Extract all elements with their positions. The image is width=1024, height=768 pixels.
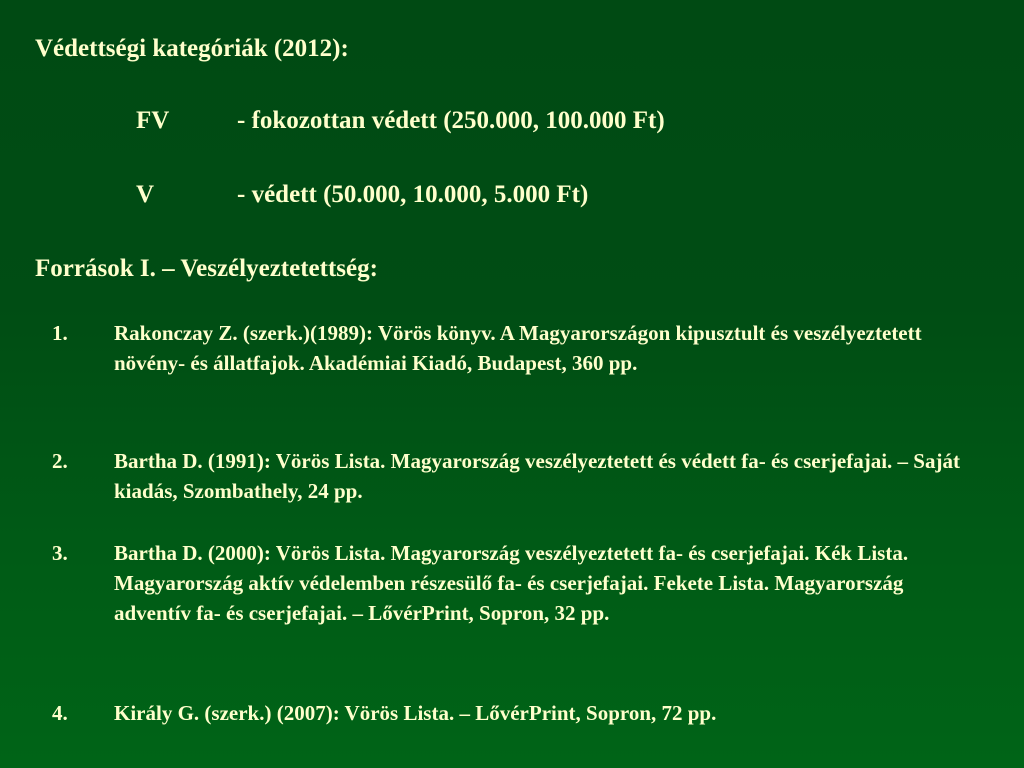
reference-text: Bartha D. (2000): Vörös Lista. Magyarország veszélyeztetett fa- és cserjefajai. Kék Lista. Magyarország aktív védelemben részesülő fa- és cserjefajai. Fekete Lista. Magyarország adventív fa- és cserjefajai. – LővérPrint, Sopron, 32 pp. bbox=[114, 541, 909, 625]
sources-heading: Források I. – Veszélyeztetettség: bbox=[35, 255, 378, 282]
reference-text: Rakonczay Z. (szerk.)(1989): Vörös könyv. A Magyarországon kipusztult és veszélyeztetett növény- és állatfajok. Akadémiai Kiadó, Budapest, 360 pp. bbox=[114, 321, 922, 375]
category-description: - védett (50.000, 10.000, 5.000 Ft) bbox=[237, 181, 589, 208]
category-code: V bbox=[136, 181, 155, 208]
category-description: - fokozottan védett (250.000, 100.000 Ft) bbox=[237, 107, 665, 134]
reference-number: 4. bbox=[52, 701, 68, 725]
reference-number: 3. bbox=[52, 541, 68, 565]
reference-number: 1. bbox=[52, 321, 68, 345]
reference-text: Király G. (szerk.) (2007): Vörös Lista. – LővérPrint, Sopron, 72 pp. bbox=[114, 701, 717, 725]
category-code: FV bbox=[136, 107, 170, 134]
reference-text: Bartha D. (1991): Vörös Lista. Magyarország veszélyeztetett és védett fa- és cserjefajai. – Saját kiadás, Szombathely, 24 pp. bbox=[114, 449, 960, 503]
categories-heading: Védettségi kategóriák (2012): bbox=[35, 35, 349, 62]
reference-number: 2. bbox=[52, 449, 68, 473]
